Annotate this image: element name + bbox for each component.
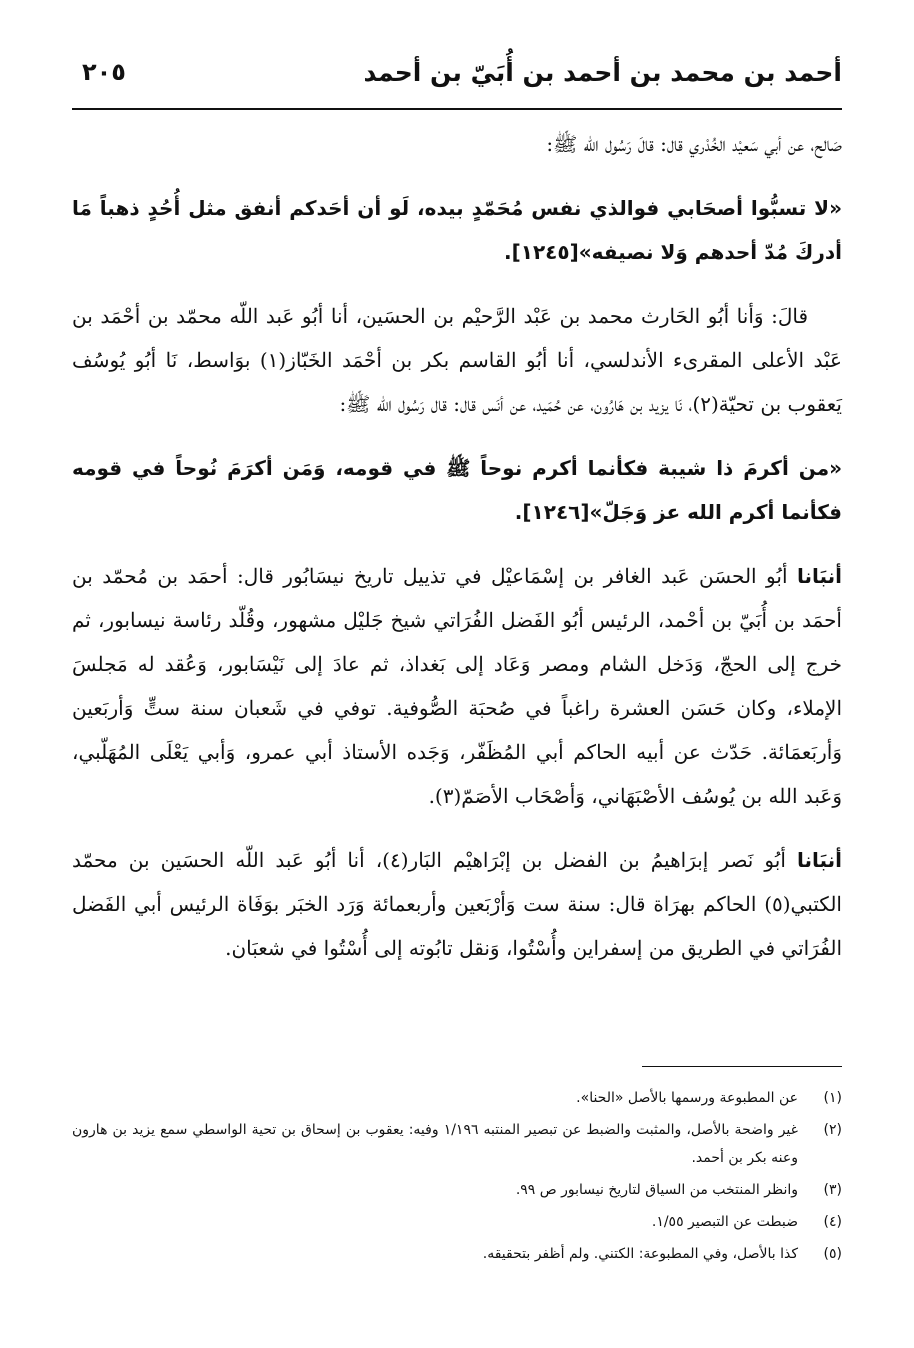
hadith-text-1 <box>72 186 842 274</box>
footnotes <box>72 1084 842 1272</box>
paragraph-text: أبُو الحسَن عَبد الغافر بن إسْمَاعيْل في تذييل تاريخ نيسَابُور قال: أحمَد بن مُحمّد بن أحمَد بن أُبَيّ بن أحْمد، الرئيس أبُو الفَضل الفُرَاتي شيخ جَليْل مشهور، وقُلّد رئاسة نيسابور، ثم خرج إلى الحجّ، وَدَخل الشام ومصر وَعَاد إلى بَغداذ، ثم عادَ إلى نَيْسَابور، وَعُقد له مَجلسَ الإملاء، وكان حَسَن العشرة راغباً في صُحبَة الصُّوفية. توفي في شَعبان سنة ستٍّ وَأربَعين وَأربَعمَائة. حَدّث عن أبيه الحاكم أبي المُظَفّر، وَجَده الأستاذ أبي عمرو، وَأبي يَعْلَى المُهَلّبي، وَعَبد الله بن يُوسُف الأصْبَهَاني، وَأصْحَاب الأصَمّ(٣). <box>72 564 842 808</box>
footnote <box>72 1084 842 1112</box>
footnote <box>72 1240 842 1268</box>
paragraph-text: «لا تسبُّوا أصحَابي فوالذي نفس مُحَمّدٍ بيده، لَو أن أحَدكم أنفق مثل أُحُدٍ ذهباً مَا أدركَ مُدّ أحدهم وَلا نصيفه»[١٢٤٥]. <box>72 196 842 264</box>
footnote <box>72 1176 842 1204</box>
page-header <box>72 50 842 110</box>
footnote-text: كذا بالأصل، وفي المطبوعة: الكتني. ولم أظفر بتحقيقه. <box>482 1246 798 1262</box>
paragraph-text: «من أكرمَ ذا شيبة فكأنما أكرم نوحاً ﷺ في قومه، وَمَن أكرَمَ نُوحاً في قومه فكأنما أكرم الله عز وَجَلّ»[١٢٤٦]. <box>72 456 842 524</box>
footnote-number: (٥) <box>823 1246 842 1262</box>
paragraph-biography <box>72 554 842 818</box>
footnote-divider <box>642 1066 842 1067</box>
footnote-text: غير واضحة بالأصل، والمثبت والضبط عن تبصير المنتبه ١/١٩٦ وفيه: يعقوب بن إسحاق بن تحية الواسطي سمع يزيد بن هارون وعنه بكر بن أحمد. <box>72 1122 798 1166</box>
running-title: أحمد بن محمد بن أحمد بن أُبَيّ بن أحمد <box>363 58 842 87</box>
footnote-text: عن المطبوعة ورسمها بالأصل «الحنا». <box>576 1090 798 1106</box>
paragraph-lead-word: أنبَانا <box>796 848 843 872</box>
footnote-number: (٢) <box>823 1122 842 1138</box>
footnote <box>72 1116 842 1172</box>
paragraph-death-report <box>72 838 842 970</box>
footnote-text: وانظر المنتخب من السياق لتاريخ نيسابور ص ٩٩. <box>515 1182 798 1198</box>
main-text <box>72 122 842 990</box>
page-number: ٢٠٥ <box>82 58 126 86</box>
paragraph-text: صَالح، عن أبي سَعيْد الخُدْري قال: قالَ رَسُول الله ﷺ: <box>546 132 842 156</box>
hadith-text-2 <box>72 446 842 534</box>
paragraph-text: أبُو نَصر إبرَاهيمُ بن الفضل بن إبْرَاهيْم البَار(٤)، أنا أبُو عَبد اللّه الحسَين بن محمّد الكتبي(٥) الحاكم بهرَاة قال: سنة ست وَأرْبَعين وأربعمائة وَرَد الخبَر بوَفَاة الرئيس أبي الفَضل الفُرَاتي في الطريق من إسفراين وأُسْتُوا، وَنقل تابُوته إلى أُسْتُوا في شعبَان. <box>72 848 842 960</box>
footnote <box>72 1208 842 1236</box>
footnote-number: (١) <box>823 1090 842 1106</box>
footnote-text: ضبطت عن التبصير ١/٥٥. <box>651 1214 798 1230</box>
paragraph-isnad-1 <box>72 122 842 166</box>
paragraph-text: قالَ: وَأنا أبُو الحَارث محمد بن عَبْد الرَّحيْم بن الحسَين، أنا أبُو عَبد اللّه محمّد بن أحْمَد بن عَبْد الأعلى المقرىء الأندلسي، أنا أبُو القاسم بكر بن أحْمَد الخَبّاز(١) بوَاسط، نَا أبُو يُوسُف يَعقوب بن تحيّة(٢)، نَا يزيد بن هَارُون، عن حُمَيد، عن أنَس قال: قال رَسُول الله ﷺ: <box>72 304 842 416</box>
footnote-number: (٤) <box>823 1214 842 1230</box>
footnote-number: (٣) <box>823 1182 842 1198</box>
paragraph-lead-word: أنبَانا <box>796 564 842 588</box>
paragraph-isnad-2 <box>72 294 842 426</box>
